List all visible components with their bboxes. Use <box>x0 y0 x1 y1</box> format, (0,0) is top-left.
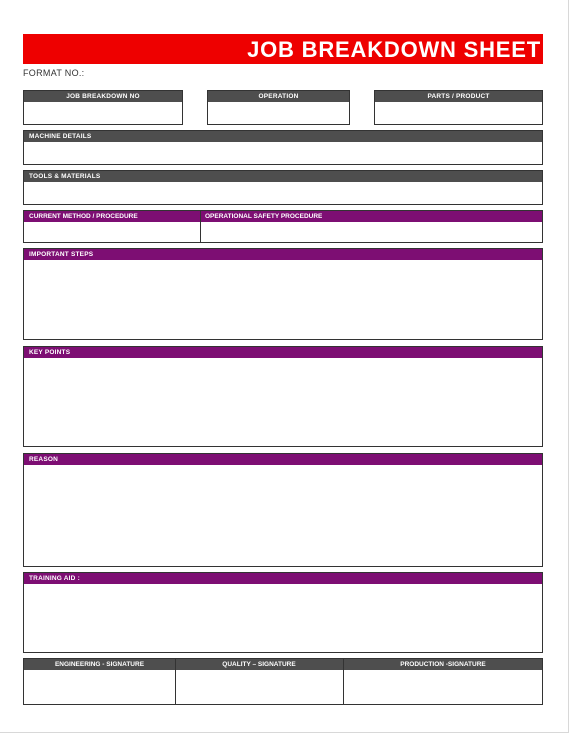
format-number-label: FORMAT NO.: <box>23 68 85 78</box>
tools-materials-header: TOOLS & MATERIALS <box>24 171 542 182</box>
engineering-signature-header: ENGINEERING - SIGNATURE <box>54 661 145 668</box>
operation-header: OPERATION <box>208 91 349 102</box>
key-points-field[interactable] <box>23 346 543 447</box>
reason-header: REASON <box>24 454 542 465</box>
quality-signature-header: QUALITY – SIGNATURE <box>222 661 296 668</box>
job-breakdown-no-header: JOB BREAKDOWN NO <box>24 91 182 102</box>
column-divider <box>200 211 201 242</box>
training-aid-header: TRAINING AID : <box>24 573 542 584</box>
parts-product-header: PARTS / PRODUCT <box>375 91 542 102</box>
tools-materials-field[interactable] <box>23 170 543 205</box>
important-steps-header: IMPORTANT STEPS <box>24 249 542 260</box>
reason-field[interactable] <box>23 453 543 567</box>
safety-procedure-header: OPERATIONAL SAFETY PROCEDURE <box>205 213 323 220</box>
machine-details-header: MACHINE DETAILS <box>24 131 542 142</box>
signature-divider-2 <box>343 659 344 704</box>
training-aid-field[interactable] <box>23 572 543 653</box>
method-safety-table <box>23 210 543 243</box>
signature-divider-1 <box>175 659 176 704</box>
machine-details-field[interactable] <box>23 130 543 165</box>
signature-table <box>23 658 543 705</box>
job-breakdown-no-field[interactable] <box>23 90 183 125</box>
important-steps-field[interactable] <box>23 248 543 340</box>
key-points-header: KEY POINTS <box>24 347 542 358</box>
current-method-header: CURRENT METHOD / PROCEDURE <box>29 213 138 220</box>
parts-product-field[interactable] <box>374 90 543 125</box>
title-banner <box>23 34 543 64</box>
page-title: JOB BREAKDOWN SHEET <box>247 37 541 62</box>
operation-field[interactable] <box>207 90 350 125</box>
production-signature-header: PRODUCTION -SIGNATURE <box>400 661 486 668</box>
